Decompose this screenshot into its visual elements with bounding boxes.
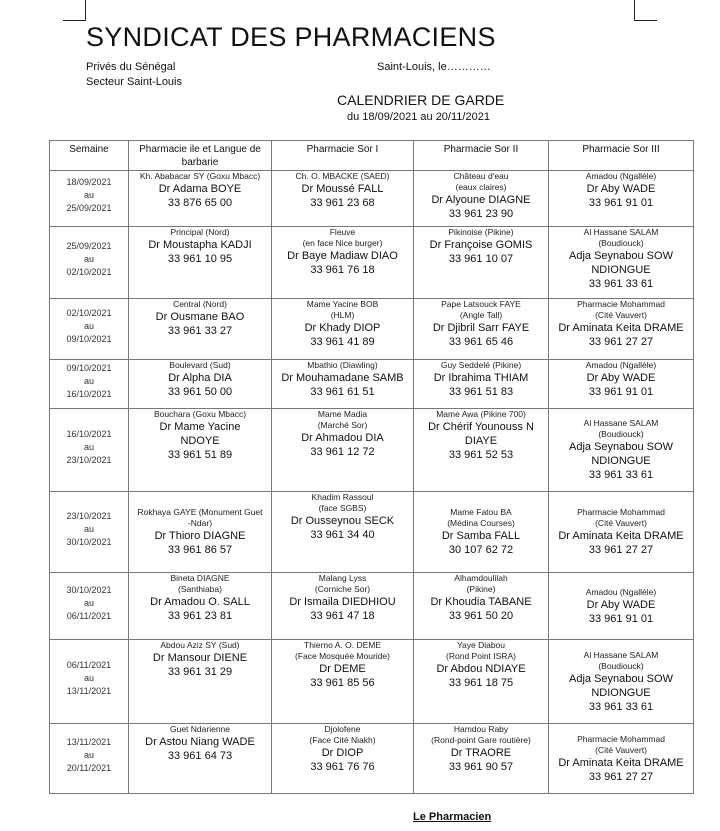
table-row [50, 227, 694, 299]
pharmacy-cell [129, 171, 272, 227]
week-from: 06/11/2021 [66, 660, 112, 670]
pharmacist-name: Dr Aminata Keita DRAME [558, 530, 684, 542]
pharmacy-cell [414, 573, 549, 640]
pharmacy-cell [414, 492, 549, 573]
column-header: Pharmacie Sor II [414, 141, 549, 171]
week-from: 18/09/2021 [66, 177, 112, 187]
pharmacy-name: (Cité Vauvert) [595, 310, 647, 320]
pharmacist-name: Dr Ismaila DIEDHIOU [289, 596, 396, 608]
pharmacy-name: (face SGBS) [318, 503, 367, 513]
phone-number: 30 107 62 72 [448, 544, 514, 556]
pharmacist-name: Dr Aby WADE [586, 598, 656, 611]
week-au: au [83, 441, 94, 452]
pharmacy-name: (Cité Vauvert) [595, 518, 647, 528]
phone-number: 33 961 91 01 [588, 386, 654, 398]
pharmacy-cell [414, 360, 549, 409]
week-from: 23/10/2021 [66, 510, 112, 521]
pharmacist-name: Dr Aminata Keita DRAME [558, 322, 684, 334]
table-row [50, 573, 694, 640]
pharmacy-cell [549, 299, 694, 360]
pharmacy-name: Boulevard (Sud) [169, 360, 231, 370]
phone-number: 33 961 27 27 [588, 770, 654, 783]
week-cell [50, 640, 129, 724]
pharmacy-name: Pikinoise (Pikine) [448, 227, 514, 237]
pharmacist-name: Dr Khoudia TABANE [430, 596, 532, 608]
phone-number: 33 961 52 53 [448, 449, 514, 461]
pharmacy-cell [549, 360, 694, 409]
pharmacist-name: Dr Ahmadou DIA [301, 432, 384, 444]
week-to: 06/11/2021 [66, 610, 112, 621]
duty-calendar-table [49, 140, 694, 794]
phone-number: 33 961 34 40 [310, 529, 375, 541]
pharmacy-name: Pape Latsouck FAYE [441, 299, 521, 309]
pharmacist-name: Dr Françoise GOMIS [429, 239, 533, 251]
pharmacist-name: Dr DEME [319, 663, 366, 675]
table-header-row [50, 141, 694, 171]
phone-number: 33 961 18 75 [448, 677, 514, 689]
pharmacy-name: Pharmacie Mohammad [577, 299, 665, 309]
pharmacy-name: (Corniche Sor) [314, 584, 371, 594]
pharmacy-cell [549, 573, 694, 640]
week-to: 09/10/2021 [66, 333, 112, 344]
pharmacist-name: Dr DIOP [321, 747, 364, 759]
pharmacy-cell [129, 227, 272, 299]
phone-number: 33 876 65 00 [167, 197, 233, 209]
pharmacist-name: Dr Astou Niang WADE [145, 736, 255, 748]
calendar-range: du 18/09/2021 au 20/11/2021 [347, 111, 490, 123]
pharmacist-name: NDOYE [180, 435, 220, 447]
phone-number: 33 961 65 46 [448, 336, 514, 348]
pharmacy-cell [272, 573, 414, 640]
pharmacist-name: Dr Adama BOYE [158, 183, 242, 195]
pharmacy-name: Al Hassane SALAM [583, 649, 659, 660]
pharmacy-name: Bineta DIAGNE [170, 573, 230, 583]
pharmacy-cell [549, 724, 694, 794]
week-au: au [83, 750, 94, 760]
pharmacist-name: Dr TRAORE [450, 747, 512, 759]
table-row [50, 724, 694, 794]
pharmacy-cell [549, 227, 694, 299]
pharmacy-cell [272, 171, 414, 227]
org-line-1: Privés du Sénégal [86, 61, 176, 73]
week-au: au [83, 597, 94, 608]
document-title: SYNDICAT DES PHARMACIENS [86, 22, 496, 52]
week-to: 02/10/2021 [66, 267, 112, 277]
week-cell [50, 573, 129, 640]
pharmacy-cell [414, 640, 549, 724]
pharmacist-name: Dr Ousmane BAO [155, 311, 245, 323]
pharmacist-name: Dr Moustapha KADJI [148, 239, 252, 251]
phone-number: 33 961 76 76 [310, 761, 375, 773]
phone-number: 33 961 47 18 [310, 610, 375, 622]
pharmacy-name: Alhamdoulilah [454, 573, 508, 583]
pharmacy-name: (Face Mosquée Mouride) [295, 651, 390, 661]
pharmacy-name: (Marché Sor) [317, 420, 368, 430]
pharmacist-name: Dr Ousseynou SECK [290, 515, 395, 527]
pharmacy-name: Mbathio (Diawling) [307, 360, 378, 370]
pharmacist-name: Dr Mame Yacine [159, 421, 241, 433]
week-from: 25/09/2021 [66, 241, 112, 251]
pharmacist-name: Dr Aby WADE [586, 183, 656, 195]
pharmacist-name: Dr Moussé FALL [301, 183, 384, 195]
week-au: au [83, 190, 94, 200]
week-to: 23/10/2021 [66, 454, 112, 465]
week-cell [50, 299, 129, 360]
pharmacy-name: Al Hassane SALAM [583, 227, 659, 237]
pharmacy-cell [414, 724, 549, 794]
week-from: 16/10/2021 [66, 428, 112, 439]
pharmacy-name: Bouchara (Goxu Mbacc) [153, 409, 247, 419]
crop-mark-top-right [634, 0, 657, 21]
pharmacy-name: Fleuve [329, 227, 356, 237]
week-au: au [83, 320, 94, 331]
pharmacist-name: Dr Djibril Sarr FAYE [432, 322, 530, 334]
org-line-2: Secteur Saint-Louis [86, 76, 182, 88]
column-header: Pharmacie Sor I [272, 141, 414, 171]
week-cell [50, 409, 129, 492]
week-cell [50, 171, 129, 227]
pharmacy-name: Mame Madia [317, 409, 368, 419]
pharmacy-name: Mame Yacine BOB [306, 299, 379, 309]
pharmacy-cell [272, 409, 414, 492]
pharmacy-cell [272, 724, 414, 794]
pharmacy-name: Rokhaya GAYE (Monument Guet [137, 507, 263, 517]
pharmacy-name: (en face Nice burger) [302, 238, 383, 248]
column-header: Pharmacie ile et Langue de barbarie [129, 141, 272, 171]
phone-number: 33 961 27 27 [588, 544, 654, 556]
pharmacy-name: Pharmacie Mohammad [577, 507, 665, 517]
phone-number: 33 961 61 51 [310, 386, 375, 398]
pharmacy-cell [549, 171, 694, 227]
week-to: 30/10/2021 [66, 536, 112, 547]
phone-number: 33 961 50 00 [167, 386, 233, 398]
pharmacist-name: NDIONGUE [591, 264, 651, 276]
pharmacy-name: Mame Awa (Pikine 700) [436, 409, 526, 419]
pharmacy-cell [414, 227, 549, 299]
phone-number: 33 961 91 01 [588, 612, 654, 625]
week-from: 13/11/2021 [66, 737, 112, 747]
pharmacy-name: (Cité Vauvert) [595, 744, 647, 755]
pharmacy-name: Abdou Aziz SY (Sud) [160, 640, 240, 650]
signature-label: Le Pharmacien [413, 811, 492, 823]
pharmacist-name: Dr Aby WADE [586, 372, 656, 384]
pharmacy-cell [414, 409, 549, 492]
calendar-title: CALENDRIER DE GARDE [337, 92, 505, 108]
pharmacy-name: (Pikine) [466, 584, 496, 594]
phone-number: 33 961 10 95 [167, 253, 233, 265]
pharmacist-name: Dr Mansour DIENE [152, 652, 248, 664]
week-au: au [83, 523, 94, 534]
pharmacy-name: (Boudiouck) [598, 238, 644, 248]
phone-number: 33 961 51 83 [448, 386, 514, 398]
pharmacy-name: Thierno A. O. DEME [304, 640, 381, 650]
pharmacist-name: Adja Seynabou SOW [569, 672, 673, 685]
pharmacist-name: Dr Aminata Keita DRAME [558, 756, 684, 769]
pharmacist-name: Dr Abdou NDIAYE [436, 663, 526, 675]
week-cell [50, 724, 129, 794]
phone-number: 33 961 33 61 [588, 700, 654, 713]
pharmacy-name: (Rond-point Gare routière) [431, 735, 531, 745]
phone-number: 33 961 64 73 [167, 750, 233, 762]
pharmacy-name: Amadou (Ngallèle) [585, 171, 657, 181]
phone-number: 33 961 12 72 [310, 446, 375, 458]
phone-number: 33 961 23 90 [448, 208, 514, 220]
pharmacy-name: (Boudiouck) [598, 660, 644, 671]
pharmacy-cell [414, 171, 549, 227]
phone-number: 33 961 90 57 [448, 761, 514, 773]
pharmacist-name: Dr Samba FALL [441, 530, 521, 542]
phone-number: 33 961 85 56 [310, 677, 375, 689]
pharmacist-name: Dr Thioro DIAGNE [154, 530, 246, 542]
phone-number: 33 961 76 18 [310, 264, 375, 276]
pharmacy-name: (HLM) [330, 310, 355, 320]
pharmacist-name: NDIONGUE [591, 455, 651, 467]
phone-number: 33 961 33 61 [588, 469, 654, 481]
pharmacy-cell [272, 227, 414, 299]
pharmacy-name: Pharmacie Mohammad [577, 733, 665, 744]
pharmacy-name: (Boudiouck) [598, 429, 644, 439]
pharmacy-name: Yaye Diabou [456, 640, 506, 650]
pharmacy-name: Hamdou Raby [453, 724, 509, 734]
pharmacy-name: (Rond Point ISRA) [446, 651, 516, 661]
week-from: 02/10/2021 [66, 307, 112, 318]
pharmacy-name: Khadim Rassoul [311, 492, 374, 502]
column-header: Pharmacie Sor III [549, 141, 694, 171]
pharmacy-name: Djolofene [324, 724, 361, 734]
pharmacy-name: Ch. O. MBACKE (SAED) [295, 171, 390, 181]
week-to: 20/11/2021 [66, 763, 112, 773]
pharmacist-name: Adja Seynabou SOW [569, 441, 673, 453]
pharmacy-cell [414, 299, 549, 360]
week-from: 09/10/2021 [66, 362, 112, 373]
pharmacy-name: (Médina Courses) [447, 518, 515, 528]
pharmacy-name: (Angle Tall) [459, 310, 503, 320]
pharmacy-cell [272, 360, 414, 409]
phone-number: 33 961 23 81 [167, 610, 233, 622]
pharmacy-cell [129, 492, 272, 573]
phone-number: 33 961 10 07 [448, 253, 514, 265]
pharmacy-name: (Santhiaba) [178, 584, 222, 594]
table-row [50, 492, 694, 573]
pharmacy-cell [272, 299, 414, 360]
pharmacy-name: Central (Nord) [173, 299, 227, 309]
pharmacy-name: Château d'eau [453, 171, 509, 181]
week-to: 25/09/2021 [66, 203, 112, 213]
pharmacy-cell [129, 640, 272, 724]
place-date: Saint-Louis, le………… [377, 61, 491, 73]
pharmacist-name: NDIONGUE [591, 686, 651, 699]
table-row [50, 409, 694, 492]
week-from: 30/10/2021 [66, 584, 112, 595]
pharmacy-cell [272, 492, 414, 573]
pharmacy-name: Mame Fatou BA [450, 507, 512, 517]
pharmacy-cell [129, 573, 272, 640]
pharmacist-name: Dr Alpha DIA [168, 372, 232, 384]
pharmacy-name: Guy Seddelé (Pikine) [440, 360, 522, 370]
pharmacy-name: Principal (Nord) [170, 227, 230, 237]
pharmacist-name: Dr Baye Madiaw DIAO [287, 250, 398, 262]
pharmacist-name: Dr Khady DIOP [304, 322, 381, 334]
pharmacy-cell [129, 724, 272, 794]
pharmacy-name: Guet Ndarienne [169, 724, 230, 734]
pharmacy-name: Kh. Ababacar SY (Goxu Mbacc) [139, 171, 261, 181]
pharmacy-cell [129, 299, 272, 360]
pharmacist-name: Dr Alyoune DIAGNE [431, 194, 531, 206]
pharmacy-name: -Ndar) [187, 518, 213, 528]
pharmacy-name: Amadou (Ngallèle) [585, 586, 657, 597]
week-cell [50, 360, 129, 409]
phone-number: 33 961 23 68 [310, 197, 375, 209]
pharmacist-name: Adja Seynabou SOW [569, 250, 673, 262]
week-au: au [83, 375, 94, 386]
week-cell [50, 492, 129, 573]
pharmacist-name: Dr Mouhamadane SAMB [281, 372, 404, 384]
week-to: 13/11/2021 [66, 686, 112, 696]
week-cell [50, 227, 129, 299]
pharmacy-cell [129, 409, 272, 492]
table-row [50, 299, 694, 360]
phone-number: 33 961 41 89 [310, 336, 375, 348]
column-header: Semaine [50, 141, 129, 171]
pharmacy-cell [549, 409, 694, 492]
pharmacy-name: (Face Cité Niakh) [309, 735, 376, 745]
phone-number: 33 961 33 61 [588, 278, 654, 290]
week-to: 16/10/2021 [66, 388, 112, 399]
phone-number: 33 961 50 20 [448, 610, 514, 622]
pharmacy-cell [549, 640, 694, 724]
pharmacy-name: (eaux claires) [455, 182, 507, 192]
week-au: au [83, 254, 94, 264]
week-au: au [83, 673, 94, 683]
crop-mark-top-left [63, 0, 86, 21]
pharmacy-cell [129, 360, 272, 409]
pharmacist-name: DIAYE [464, 435, 498, 447]
pharmacy-name: Amadou (Ngallèle) [585, 360, 657, 370]
phone-number: 33 961 27 27 [588, 336, 654, 348]
pharmacy-cell [549, 492, 694, 573]
table-row [50, 171, 694, 227]
pharmacist-name: Dr Ibrahima THIAM [433, 372, 529, 384]
table-row [50, 640, 694, 724]
phone-number: 33 961 51 89 [167, 449, 233, 461]
table-row [50, 360, 694, 409]
pharmacy-name: Al Hassane SALAM [583, 418, 659, 428]
phone-number: 33 961 31 29 [167, 666, 233, 678]
pharmacist-name: Dr Chérif Younouss N [428, 421, 534, 433]
pharmacy-cell [272, 640, 414, 724]
phone-number: 33 961 91 01 [588, 197, 654, 209]
phone-number: 33 961 33 27 [167, 325, 233, 337]
pharmacy-name: Malang Lyss [318, 573, 367, 583]
pharmacist-name: Dr Amadou O. SALL [150, 596, 250, 608]
phone-number: 33 961 86 57 [167, 544, 233, 556]
